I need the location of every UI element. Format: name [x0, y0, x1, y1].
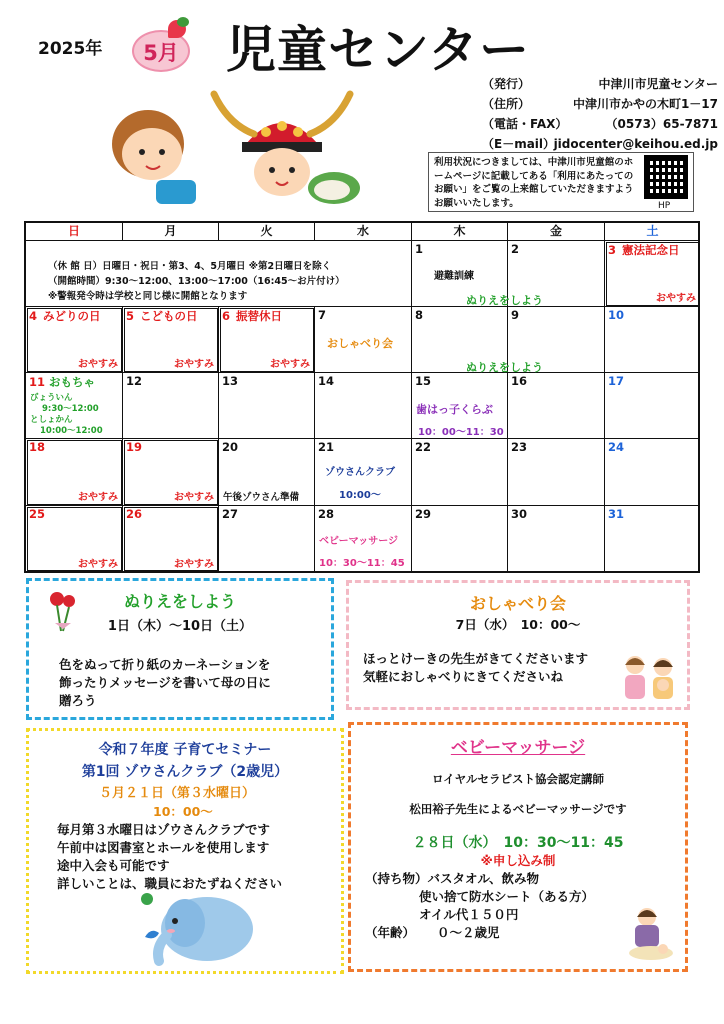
seminar-title-1: 令和７年度 子育てセミナー: [98, 742, 272, 758]
seminar-body-2: 午前中は図書室とホールを使用します: [57, 840, 270, 855]
day-18[interactable]: 18 おやすみ: [26, 439, 123, 506]
weekday-mon: 月: [123, 223, 219, 241]
weekday-fri: 金: [508, 223, 605, 241]
nurie-body-3: 贈ろう: [59, 693, 97, 708]
boy-shirt: [156, 180, 196, 204]
day-28[interactable]: 28 ベビーマッサージ 10：30～11：45: [315, 506, 412, 572]
boy-face: [122, 128, 182, 180]
info-row-phone: （電話・FAX） （0573）65-7871: [482, 117, 718, 131]
elephant-illustration: [125, 887, 265, 967]
baby-sub-1: ロイヤルセラピスト協会認定講師: [431, 772, 605, 786]
baby-title: ベビーマッサージ: [450, 738, 586, 758]
qr-code-icon[interactable]: [644, 155, 688, 199]
day-12[interactable]: 12: [123, 373, 219, 439]
closed-info: （休 館 日）日曜日・祝日・第3、4、5月曜日 ※第2日曜日を除く （開館時間）9:30～12:00、13:00～17:00（16:45～お片付け） ※警報発令時は学校と同じ様に開館となります: [48, 261, 345, 302]
oshaberi-title: おしゃべり会: [469, 594, 566, 613]
day-20[interactable]: 20 午後ゾウさん準備: [219, 439, 315, 506]
calendar: [24, 221, 700, 573]
day-7[interactable]: 7 おしゃべり会: [315, 307, 412, 373]
bird-icon: [145, 931, 159, 939]
mothers-chatting-illustration: [619, 651, 681, 701]
info-row-issuer: （発行） 中津川市児童センター: [482, 77, 718, 91]
day-15[interactable]: 15 歯はっ子くらぶ 10：00～11：30: [412, 373, 508, 439]
day-16[interactable]: 16: [508, 373, 605, 439]
baby-massage-box: [348, 722, 688, 972]
day-4[interactable]: 4 みどりの日 おやすみ: [26, 307, 123, 373]
day-5[interactable]: 5 こどもの日 おやすみ: [123, 307, 219, 373]
nurie-event-week2: ぬりえをしよう: [466, 361, 543, 374]
day-26[interactable]: 26 おやすみ: [123, 506, 219, 572]
day-1[interactable]: 1 避難訓練: [412, 241, 508, 307]
usage-notice: 利用状況につきましては、中津川市児童館のホームページに記載してある「利用にあたってのお願い」をご覧の上来館していただきますようお願いいたします。: [428, 152, 694, 212]
qr-label: HP: [658, 201, 671, 211]
day-11[interactable]: 11 おもちゃ びょういん 9:30～12:00 としょかん 10:00～12:00: [26, 373, 123, 439]
publisher-info: [482, 74, 718, 154]
seminar-body-1: 毎月第３水曜日はゾウさんクラブです: [57, 822, 270, 837]
oshaberi-date: 7日（水） 10：00～: [455, 617, 581, 632]
page-title: 児童センター: [226, 21, 530, 79]
month-number: 5月: [143, 41, 179, 65]
day-8[interactable]: 8: [412, 307, 508, 373]
year-label: 2025年: [38, 39, 103, 59]
nurie-box: [26, 578, 334, 720]
nurie-body-2: 飾ったりメッセージを書いて母の日に: [59, 675, 271, 690]
seminar-title-2: 第1回 ゾウさんクラブ（2歳児）: [81, 764, 289, 780]
baby-bring-1: バスタオル、飲み物: [427, 871, 540, 886]
baby-massage-illustration: [621, 905, 679, 963]
seminar-body-3: 途中入会も可能です: [57, 858, 170, 873]
seminar-date: ５月２１日（第３水曜日）: [99, 786, 256, 801]
day-24[interactable]: 24: [605, 439, 700, 506]
day-3[interactable]: 3 憲法記念日 おやすみ: [605, 241, 700, 307]
baby-bring-2: 使い捨て防水シート（ある方）: [419, 889, 595, 904]
day-27[interactable]: 27: [219, 506, 315, 572]
baby-note: ※申し込み制: [480, 853, 556, 868]
nurie-date: 1日（木）～10日（土）: [107, 619, 253, 634]
nurie-title: ぬりえをしよう: [123, 592, 236, 611]
baby-date: ２８日（水） 10：30～11：45: [412, 835, 624, 851]
day-29[interactable]: 29: [412, 506, 508, 572]
day-17[interactable]: 17: [605, 373, 700, 439]
day-22[interactable]: 22: [412, 439, 508, 506]
nurie-event-week1: ぬりえをしよう: [466, 294, 543, 307]
day-2[interactable]: 2: [508, 241, 605, 307]
baby-age-label: （年齢）: [365, 925, 416, 940]
baby-age: ０～２歳児: [437, 925, 500, 940]
oshaberi-body-2: 気軽におしゃべりにきてくださいね: [363, 669, 564, 684]
weekday-wed: 水: [315, 223, 412, 241]
calendar-info-cell: [26, 241, 412, 307]
weekday-sun: 日: [26, 223, 123, 241]
baby-sub-2: 松田裕子先生によるベビーマッサージです: [409, 802, 627, 816]
seminar-time: 10：00～: [153, 804, 213, 819]
info-row-address: （住所） 中津川市かやの木町1－17: [482, 97, 718, 111]
day-19[interactable]: 19 おやすみ: [123, 439, 219, 506]
baby-bring-label: （持ち物）: [365, 871, 428, 886]
month-badge: [132, 20, 194, 76]
nurie-body-1: 色をぬって折り紙のカーネーションを: [59, 657, 271, 672]
day-30[interactable]: 30: [508, 506, 605, 572]
oshaberi-body-1: ほっとけーきの先生がきてくださいます: [363, 651, 589, 666]
weekday-tue: 火: [219, 223, 315, 241]
seminar-body-4: 詳しいことは、職員におたずねください: [57, 876, 283, 891]
oshaberi-box: [346, 580, 690, 710]
clover-icon: [141, 893, 153, 905]
weekday-thu: 木: [412, 223, 508, 241]
seminar-box: [26, 728, 344, 974]
day-14[interactable]: 14: [315, 373, 412, 439]
children-kabuto-illustration: [96, 82, 372, 214]
day-13[interactable]: 13: [219, 373, 315, 439]
weekday-sat: 土: [605, 223, 700, 241]
day-6[interactable]: 6 振替休日 おやすみ: [219, 307, 315, 373]
baby-bring-3: オイル代１５０円: [419, 907, 519, 922]
day-25[interactable]: 25 おやすみ: [26, 506, 123, 572]
info-row-email: （E－mail） jidocenter@keihou.ed.jp: [482, 137, 718, 151]
day-9[interactable]: 9: [508, 307, 605, 373]
leaf-icon: [177, 17, 189, 27]
day-21[interactable]: 21 ゾウさんクラブ 10:00～: [315, 439, 412, 506]
day-23[interactable]: 23: [508, 439, 605, 506]
girl-face: [254, 148, 310, 196]
carnation-icon: [45, 589, 81, 633]
day-10[interactable]: 10: [605, 307, 700, 373]
day-31[interactable]: 31: [608, 507, 625, 521]
